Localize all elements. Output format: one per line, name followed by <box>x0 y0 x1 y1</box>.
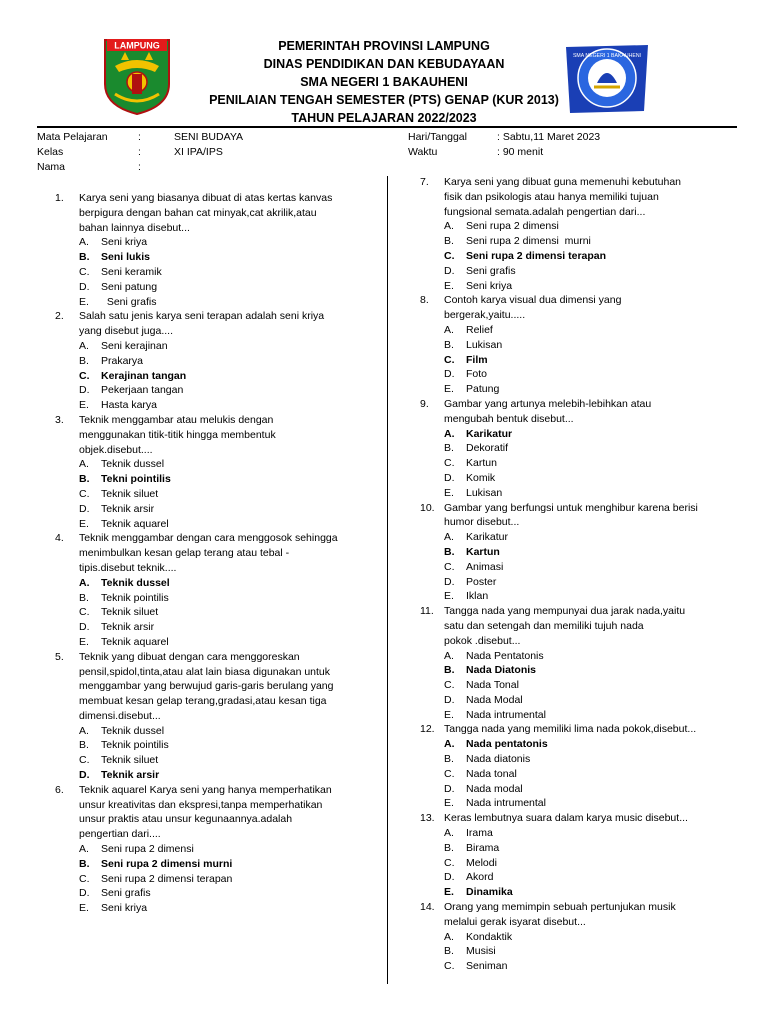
answer-option <box>444 560 740 575</box>
question-column-right <box>420 175 740 974</box>
option-text: Teknik pointilis <box>101 739 169 752</box>
answer-option <box>444 870 740 885</box>
option-text: Melodi <box>466 856 497 869</box>
question-number: 1. <box>55 192 64 204</box>
option-letter: C. <box>444 960 455 973</box>
option-letter: E. <box>79 635 89 648</box>
question-stem <box>55 413 375 457</box>
option-letter: B. <box>79 251 90 264</box>
option-letter: A. <box>444 827 454 840</box>
option-text: Teknik aquarel <box>101 517 169 530</box>
answer-option <box>79 901 375 916</box>
question-text: Tangga nada yang mempunyai dua jarak nada,yaitu satu dan setengah dan memiliki tujuh nada pokok .disebut... <box>444 605 686 647</box>
answer-option <box>79 738 375 753</box>
answer-option <box>79 842 375 857</box>
option-text: Seni rupa 2 dimensi terapan <box>466 249 607 262</box>
answer-option <box>444 944 740 959</box>
option-text: Seni rupa 2 dimensi murni <box>101 857 233 870</box>
option-text: Dinamika <box>466 886 513 899</box>
option-text: Lukisan <box>466 338 503 351</box>
answer-option <box>444 752 740 767</box>
option-letter: D. <box>444 871 455 884</box>
question-stem <box>420 397 740 427</box>
lampung-province-logo <box>101 36 173 116</box>
waktu-value: : 90 menit <box>497 146 544 158</box>
question-item <box>55 309 375 413</box>
question-text: Karya seni yang biasanya dibuat di atas kertas kanvas berpigura dengan bahan cat minyak,cat akrilik,atau bahan lainnya disebut... <box>79 192 333 234</box>
option-text: Poster <box>466 575 497 588</box>
option-letter: E. <box>79 902 89 915</box>
option-text: Musisi <box>466 945 496 958</box>
question-stem <box>420 811 740 826</box>
answer-option <box>79 487 375 502</box>
option-letter: A. <box>444 930 454 943</box>
option-letter: A. <box>444 531 454 544</box>
question-item <box>55 783 375 916</box>
answer-option <box>79 724 375 739</box>
question-stem <box>420 604 740 648</box>
question-item <box>420 501 740 605</box>
option-text: Pekerjaan tangan <box>101 384 184 397</box>
option-text: Seni grafis <box>101 295 157 308</box>
question-stem <box>55 309 375 339</box>
option-text: Kerajinan tangan <box>101 369 187 382</box>
question-item <box>420 604 740 722</box>
answer-option <box>444 530 740 545</box>
option-letter: D. <box>79 621 90 634</box>
option-text: Relief <box>466 323 493 336</box>
option-letter: C. <box>79 754 90 767</box>
answer-option <box>79 354 375 369</box>
question-item <box>420 722 740 811</box>
answer-option <box>444 663 740 678</box>
option-letter: D. <box>444 471 455 484</box>
header-title <box>180 37 588 127</box>
option-letter: A. <box>79 458 89 471</box>
option-letter: B. <box>444 442 454 455</box>
answer-option <box>79 235 375 250</box>
question-text: Salah satu jenis karya seni terapan adalah seni kriya yang disebut juga.... <box>79 310 325 338</box>
option-text: Birama <box>466 841 500 854</box>
answer-option <box>444 249 740 264</box>
answer-option <box>444 323 740 338</box>
hari-value: : Sabtu,11 Maret 2023 <box>497 131 601 143</box>
option-letter: B. <box>79 591 89 604</box>
answer-option <box>444 264 740 279</box>
question-item <box>420 293 740 397</box>
option-text: Seni lukis <box>101 251 151 264</box>
answer-option <box>79 502 375 517</box>
answer-option <box>444 678 740 693</box>
option-text: Teknik arsir <box>101 621 155 634</box>
question-stem <box>420 175 740 219</box>
answer-option <box>444 279 740 294</box>
question-stem <box>420 501 740 531</box>
option-text: Nada Tonal <box>466 679 519 692</box>
question-stem <box>55 650 375 724</box>
answer-option <box>444 841 740 856</box>
option-text: Nada intrumental <box>466 797 546 810</box>
option-text: Seni patung <box>101 280 158 293</box>
option-text: Seni kerajinan <box>101 339 168 352</box>
option-text: Nada Diatonis <box>466 664 537 677</box>
logo-school-text: SMA NEGERI 1 BAKAUHENI <box>572 53 642 59</box>
question-stem <box>420 722 740 737</box>
answer-option <box>444 575 740 590</box>
question-stem <box>55 783 375 842</box>
option-text: Nada tonal <box>466 767 517 780</box>
option-letter: D. <box>79 769 90 782</box>
answer-option <box>444 338 740 353</box>
option-letter: C. <box>79 265 90 278</box>
answer-option <box>79 620 375 635</box>
answer-option <box>79 265 375 280</box>
answer-option <box>444 885 740 900</box>
answer-option <box>444 219 740 234</box>
option-letter: E. <box>79 517 89 530</box>
option-letter: B. <box>444 664 455 677</box>
option-letter: C. <box>444 679 455 692</box>
question-number: 7. <box>420 176 429 188</box>
answer-option <box>79 472 375 487</box>
mapel-value: SENI BUDAYA <box>174 131 244 143</box>
waktu-label: Waktu <box>408 146 438 158</box>
option-text: Seni rupa 2 dimensi murni <box>466 235 591 248</box>
answer-option <box>444 796 740 811</box>
column-divider <box>387 176 388 984</box>
option-text: Teknik pointilis <box>101 591 169 604</box>
option-letter: B. <box>79 354 89 367</box>
mapel-sep: : <box>138 131 141 143</box>
option-text: Dekoratif <box>466 442 509 455</box>
header-line-1: PEMERINTAH PROVINSI LAMPUNG <box>278 39 490 53</box>
option-letter: A. <box>444 427 455 440</box>
header-line-3: SMA NEGERI 1 BAKAUHENI <box>300 75 468 89</box>
option-letter: D. <box>79 280 90 293</box>
option-letter: B. <box>444 235 454 248</box>
hari-label: Hari/Tanggal <box>408 131 467 143</box>
exam-header <box>0 0 768 128</box>
option-letter: D. <box>444 264 455 277</box>
answer-option <box>79 457 375 472</box>
answer-option <box>444 782 740 797</box>
question-text: Tangga nada yang memiliki lima nada pokok,disebut... <box>444 723 697 736</box>
option-letter: A. <box>444 220 454 233</box>
option-letter: D. <box>444 368 455 381</box>
answer-option <box>444 545 740 560</box>
option-letter: D. <box>444 575 455 588</box>
option-text: Seni kriya <box>466 279 513 292</box>
option-text: Kartun <box>466 457 497 470</box>
option-letter: C. <box>79 606 90 619</box>
answer-option <box>444 737 740 752</box>
option-letter: A. <box>79 724 89 737</box>
option-text: Teknik dussel <box>101 458 165 471</box>
question-item <box>55 191 375 309</box>
option-text: Prakarya <box>101 354 144 367</box>
option-letter: B. <box>79 857 90 870</box>
question-item <box>420 175 740 293</box>
option-letter: E. <box>444 383 454 396</box>
option-text: Seni rupa 2 dimensi <box>101 843 194 856</box>
question-text: Gambar yang artunya melebih-lebihkan atau mengubah bentuk disebut... <box>444 397 652 425</box>
option-letter: C. <box>444 249 455 262</box>
option-letter: E. <box>444 486 454 499</box>
option-letter: A. <box>79 236 89 249</box>
question-stem <box>420 293 740 323</box>
option-text: Lukisan <box>466 486 503 499</box>
header-line-5: TAHUN PELAJARAN 2022/2023 <box>291 111 477 125</box>
question-number: 13. <box>420 812 435 825</box>
option-letter: B. <box>444 753 454 766</box>
option-text: Komik <box>466 471 496 484</box>
question-number: 9. <box>420 397 429 410</box>
question-text: Karya seni yang dibuat guna memenuhi kebutuhan fisik dan psikologis atau hanya memiliki tujuan fungsional semata.adalah pengertian dari... <box>444 176 681 218</box>
answer-option <box>79 517 375 532</box>
nama-sep: : <box>138 161 141 173</box>
option-text: Seni kriya <box>101 902 148 915</box>
answer-option <box>444 427 740 442</box>
option-text: Nada Modal <box>466 693 523 706</box>
option-text: Patung <box>466 383 500 396</box>
question-text: Gambar yang berfungsi untuk menghibur karena berisi humor disebut... <box>444 501 698 529</box>
option-text: Teknik siluet <box>101 754 159 767</box>
question-stem <box>55 531 375 575</box>
question-stem <box>55 191 375 235</box>
option-text: Foto <box>466 368 488 381</box>
answer-option <box>79 857 375 872</box>
option-text: Seni rupa 2 dimensi terapan <box>101 872 233 885</box>
option-letter: A. <box>79 576 90 589</box>
question-number: 14. <box>420 901 435 914</box>
question-column-left <box>55 191 375 916</box>
kelas-sep: : <box>138 146 141 158</box>
question-text: Teknik menggambar atau melukis dengan menggunakan titik-titik hingga membentuk objek.disebut.... <box>79 413 276 456</box>
option-text: Seni keramik <box>101 265 162 278</box>
option-text: Hasta karya <box>101 399 158 412</box>
option-letter: B. <box>444 945 454 958</box>
answer-option <box>79 576 375 591</box>
header-line-4: PENILAIAN TENGAH SEMESTER (PTS) GENAP (KUR 2013) <box>209 93 559 107</box>
header-divider <box>37 126 737 128</box>
option-text: Animasi <box>466 560 504 573</box>
option-text: Iklan <box>466 590 489 603</box>
option-letter: A. <box>444 323 454 336</box>
question-stem <box>420 900 740 930</box>
option-text: Teknik dussel <box>101 724 165 737</box>
answer-option <box>79 753 375 768</box>
answer-option <box>444 826 740 841</box>
question-number: 6. <box>55 783 64 796</box>
answer-option <box>444 930 740 945</box>
answer-option <box>79 369 375 384</box>
option-letter: A. <box>79 339 89 352</box>
question-text: Contoh karya visual dua dimensi yang bergerak,yaitu..... <box>444 294 622 322</box>
option-letter: C. <box>444 560 455 573</box>
answer-option <box>444 589 740 604</box>
answer-option <box>79 872 375 887</box>
option-letter: D. <box>444 693 455 706</box>
answer-option <box>444 708 740 723</box>
answer-option <box>79 768 375 783</box>
answer-option <box>444 486 740 501</box>
option-letter: E. <box>444 886 454 899</box>
option-text: Seni rupa 2 dimensi <box>466 220 559 233</box>
question-number: 12. <box>420 723 435 736</box>
option-letter: B. <box>444 841 454 854</box>
option-letter: E. <box>444 797 454 810</box>
logo-lampung-text: LAMPUNG <box>114 40 160 51</box>
option-text: Teknik siluet <box>101 606 159 619</box>
answer-option <box>444 382 740 397</box>
answer-option <box>444 353 740 368</box>
answer-option <box>79 383 375 398</box>
question-text: Teknik menggambar dengan cara menggosok sehingga menimbulkan kesan gelap terang atau tebal - tipis.disebut teknik.... <box>79 532 338 574</box>
option-text: Seni kriya <box>101 236 148 249</box>
answer-option <box>444 441 740 456</box>
answer-option <box>79 295 375 310</box>
option-letter: D. <box>79 384 90 397</box>
option-letter: E. <box>444 279 454 292</box>
answer-option <box>79 886 375 901</box>
option-text: Kondaktik <box>466 930 513 943</box>
question-number: 2. <box>55 310 64 323</box>
option-letter: B. <box>444 338 454 351</box>
answer-option <box>444 234 740 249</box>
option-text: Nada Pentatonis <box>466 649 544 662</box>
option-letter: E. <box>79 295 89 308</box>
option-letter: C. <box>444 353 455 366</box>
answer-option <box>444 471 740 486</box>
answer-option <box>444 856 740 871</box>
option-text: Akord <box>466 871 494 884</box>
nama-label: Nama <box>37 161 66 173</box>
option-letter: E. <box>444 590 454 603</box>
question-text: Orang yang memimpin sebuah pertunjukan musik melalui gerak isyarat disebut... <box>444 901 676 928</box>
option-letter: C. <box>444 856 455 869</box>
option-letter: E. <box>79 399 89 412</box>
question-text: Teknik yang dibuat dengan cara menggoreskan pensil,spidol,tinta,atau alat lain biasa digunakan untuk menggambar yang berwujud garis-garis berulang yang membuat kesan gelap terang,gradasi,atau kesan tiga dimensi.disebut... <box>79 650 334 722</box>
option-letter: B. <box>79 739 89 752</box>
option-text: Tekni pointilis <box>101 473 171 486</box>
answer-option <box>444 693 740 708</box>
option-text: Teknik aquarel <box>101 635 169 648</box>
option-text: Film <box>466 353 488 366</box>
option-text: Karikatur <box>466 427 513 440</box>
option-text: Teknik siluet <box>101 487 159 500</box>
option-letter: C. <box>79 872 90 885</box>
option-letter: C. <box>444 767 455 780</box>
question-number: 5. <box>55 650 64 663</box>
question-number: 3. <box>55 413 64 426</box>
question-item <box>420 811 740 900</box>
option-letter: A. <box>444 649 454 662</box>
answer-option <box>79 250 375 265</box>
option-text: Kartun <box>466 545 500 558</box>
answer-option <box>444 456 740 471</box>
kelas-value: XI IPA/IPS <box>174 146 223 158</box>
answer-option <box>79 605 375 620</box>
question-item <box>420 397 740 501</box>
question-item <box>420 900 740 974</box>
option-letter: D. <box>79 887 90 900</box>
question-number: 10. <box>420 501 435 514</box>
option-letter: A. <box>79 843 89 856</box>
option-letter: C. <box>79 369 90 382</box>
question-item <box>55 650 375 783</box>
question-text: Teknik aquarel Karya seni yang hanya memperhatikan unsur kreativitas dan ekspresi,tanpa memperhatikan unsur praktis atau unsur kegunaannya.adalah pengertian dari.... <box>79 783 332 841</box>
option-text: Nada intrumental <box>466 708 546 721</box>
answer-option <box>444 367 740 382</box>
option-letter: B. <box>79 473 90 486</box>
question-number: 8. <box>420 294 429 307</box>
option-text: Irama <box>466 827 493 840</box>
option-text: Karikatur <box>466 531 509 544</box>
option-letter: C. <box>79 487 90 500</box>
question-text: Keras lembutnya suara dalam karya music disebut... <box>444 812 688 825</box>
option-text: Nada modal <box>466 782 523 795</box>
question-number: 11. <box>420 605 434 618</box>
question-item <box>55 413 375 531</box>
kelas-label: Kelas <box>37 146 64 158</box>
header-line-2: DINAS PENDIDIKAN DAN KEBUDAYAAN <box>263 57 505 71</box>
question-number: 4. <box>55 532 64 545</box>
option-letter: B. <box>444 545 455 558</box>
option-text: Seni grafis <box>466 264 516 277</box>
answer-option <box>79 591 375 606</box>
answer-option <box>79 398 375 413</box>
option-letter: D. <box>79 502 90 515</box>
option-text: Teknik arsir <box>101 769 160 782</box>
answer-option <box>444 767 740 782</box>
mapel-label: Mata Pelajaran <box>37 131 108 143</box>
option-text: Teknik arsir <box>101 502 155 515</box>
answer-option <box>444 649 740 664</box>
answer-option <box>79 280 375 295</box>
option-text: Nada pentatonis <box>466 738 548 751</box>
answer-option <box>79 635 375 650</box>
option-letter: A. <box>444 738 455 751</box>
answer-option <box>79 339 375 354</box>
option-text: Teknik dussel <box>101 576 170 589</box>
option-letter: C. <box>444 457 455 470</box>
question-item <box>55 531 375 649</box>
option-letter: E. <box>444 708 454 721</box>
answer-option <box>444 959 740 974</box>
option-letter: D. <box>444 782 455 795</box>
option-text: Seni grafis <box>101 887 151 900</box>
option-text: Nada diatonis <box>466 753 531 766</box>
option-text: Seniman <box>466 960 508 973</box>
